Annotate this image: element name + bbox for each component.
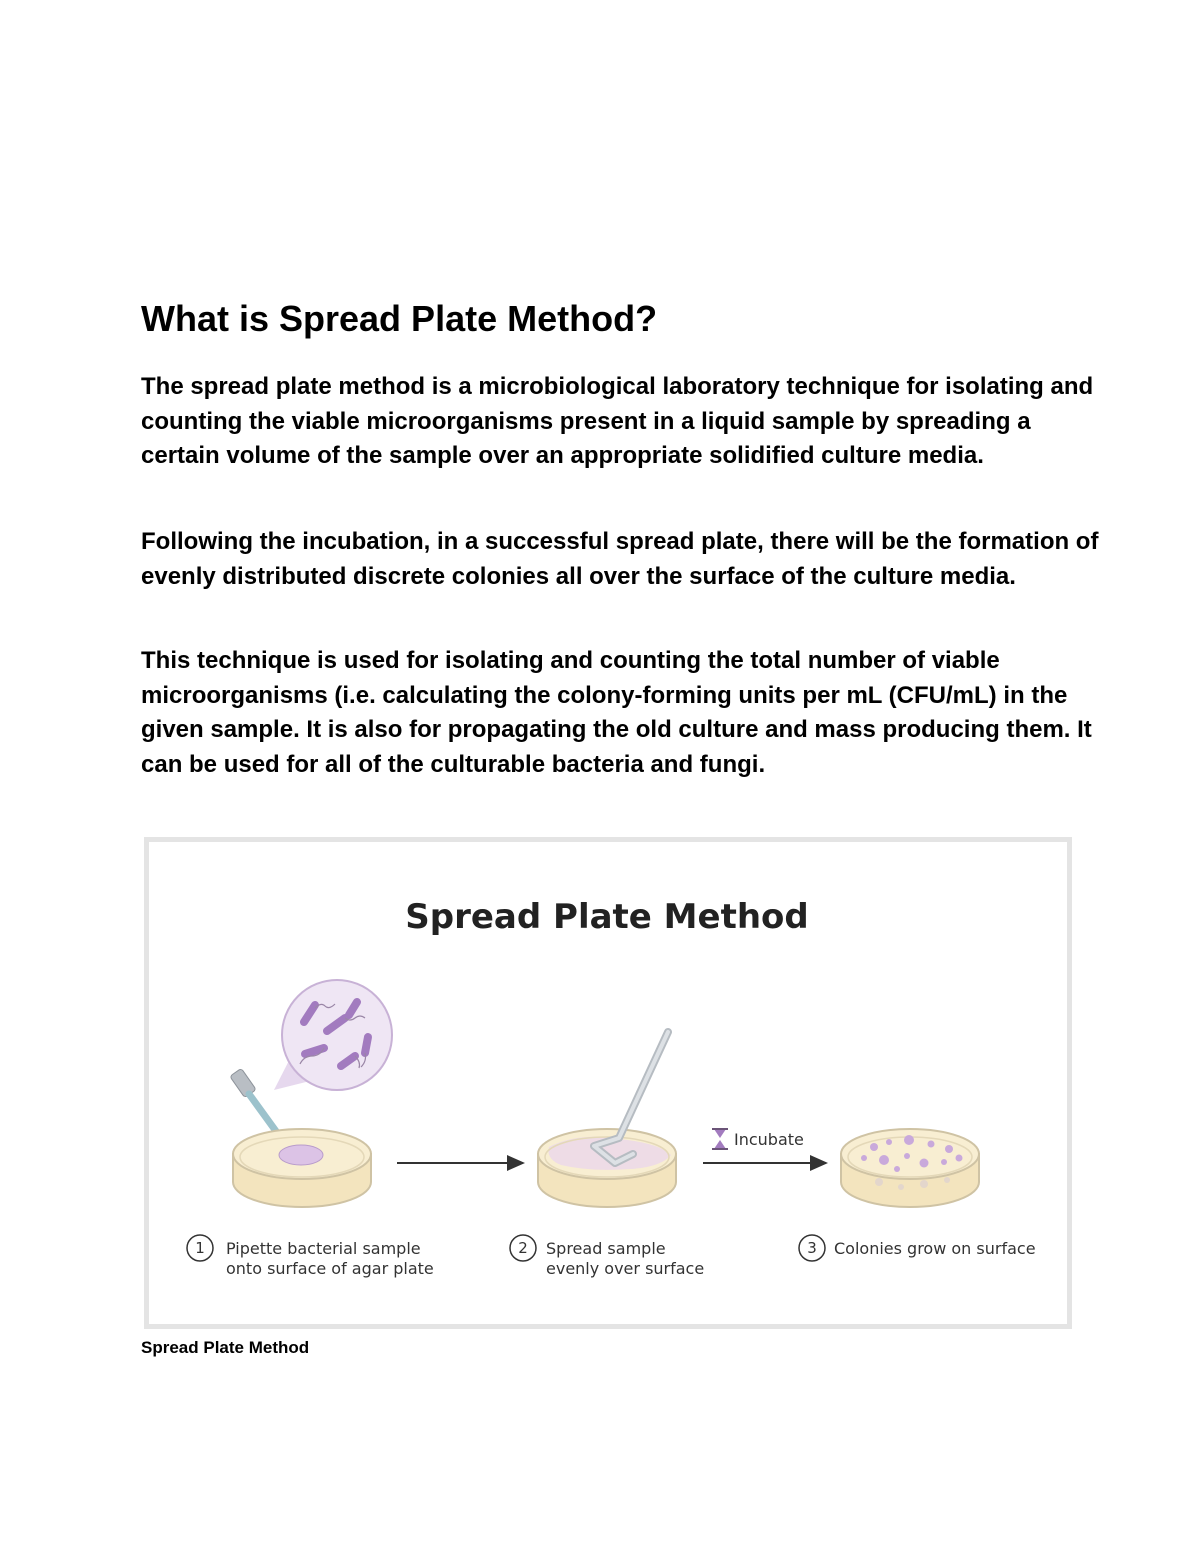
paragraph-incubation: Following the incubation, in a successful spread plate, there will be the formation of evenly distributed discrete colonies all over the surface of the culture media. (141, 528, 1099, 590)
figure-illustration (149, 842, 1067, 1324)
step-2-caption (510, 1235, 704, 1278)
figure-title: Spread Plate Method (405, 897, 809, 937)
paragraph-uses: This technique is used for isolating and counting the total number of viable microorganisms (i.e. calculating the colony-forming units per mL (CFU/mL) in the given sample. It is also for propagating the old culture and mass producing them. It can be used for all of the culturable bacteria and fungi. (141, 647, 1092, 779)
step-2-number: 2 (518, 1239, 528, 1257)
step-3-caption (799, 1235, 1036, 1261)
step-2-line-1: Spread sample (546, 1239, 666, 1258)
petri-dish-3 (841, 1129, 979, 1207)
hourglass-icon (712, 1129, 728, 1149)
step-2-line-2: evenly over surface (546, 1259, 705, 1278)
magnifier-zoom (274, 980, 392, 1090)
spread-plate-figure (144, 837, 1072, 1329)
petri-dish-1 (233, 1129, 371, 1207)
step-3-line-1: Colonies grow on surface (834, 1239, 1036, 1258)
step-1-number: 1 (195, 1239, 205, 1257)
step-1-line-1: Pipette bacterial sample (226, 1239, 421, 1258)
figure-caption: Spread Plate Method (141, 1338, 310, 1357)
step-1-caption (187, 1235, 434, 1278)
page-title: What is Spread Plate Method? (141, 298, 658, 339)
incubate-label: Incubate (734, 1130, 804, 1149)
step-3-number: 3 (807, 1239, 817, 1257)
step-1-line-2: onto surface of agar plate (226, 1259, 434, 1278)
paragraph-definition: The spread plate method is a microbiological laboratory technique for isolating and counting the viable microorganisms present in a liquid sample by spreading a certain volume of the sample over an appropriate solidified culture media. (141, 373, 1094, 470)
